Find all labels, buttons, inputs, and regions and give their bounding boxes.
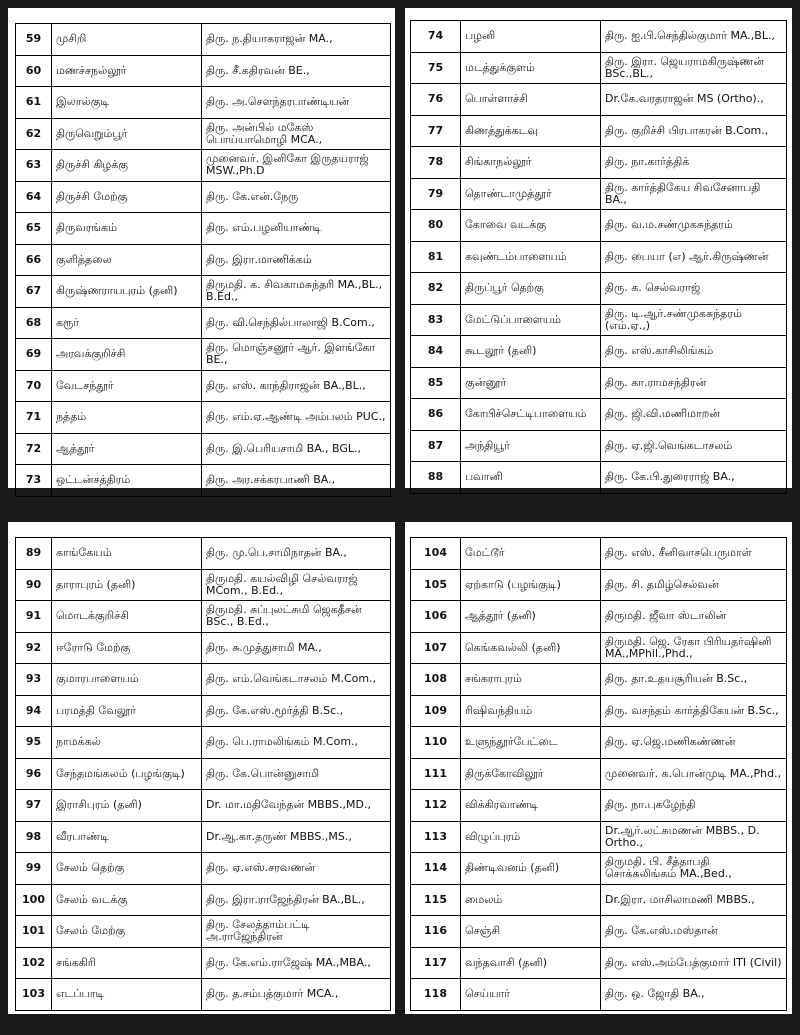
constituency-name: குன்னூர் <box>461 367 601 399</box>
candidate-name: திரு. ஐ.பி.செந்தில்குமார் MA.,BL., <box>601 21 787 53</box>
row-number: 108 <box>411 664 461 696</box>
table-row <box>411 569 787 601</box>
candidate-name: திரு. ந.தியாகராஜன் MA., <box>202 24 391 56</box>
row-number: 100 <box>16 884 52 916</box>
table-row <box>16 884 391 916</box>
constituency-name: உளுந்தூர்பேட்டை <box>461 727 601 759</box>
constituency-name: ஏற்காடு (பழங்குடி) <box>461 569 601 601</box>
table-row <box>16 790 391 822</box>
constituency-name: வேடசந்தூர் <box>52 370 202 402</box>
row-number: 106 <box>411 601 461 633</box>
candidate-panel-3 <box>8 522 395 1014</box>
table-row <box>16 538 391 570</box>
candidate-name: திருமதி. கயல்விழி செல்வராஜ் MCom., B.Ed., <box>202 569 391 601</box>
constituency-name: கரூர் <box>52 307 202 339</box>
table-row <box>411 84 787 116</box>
table-row <box>16 339 391 371</box>
table-row <box>411 601 787 633</box>
table-row <box>411 916 787 948</box>
candidate-name: திருமதி. ஜீவா ஸ்டாலின் <box>601 601 787 633</box>
table-row <box>16 433 391 465</box>
table-row <box>16 181 391 213</box>
constituency-name: எடப்பாடி <box>52 979 202 1011</box>
candidate-name: திரு. சு.முத்துசாமி MA., <box>202 632 391 664</box>
table-row <box>411 821 787 853</box>
constituency-name: அரவக்குறிச்சி <box>52 339 202 371</box>
row-number: 113 <box>411 821 461 853</box>
row-number: 102 <box>16 947 52 979</box>
table-row <box>16 569 391 601</box>
table-row <box>411 884 787 916</box>
table-row <box>411 336 787 368</box>
row-number: 81 <box>411 241 461 273</box>
candidate-name: திருமதி. ஜெ. ரேகா பிரியதர்ஷினி MA.,MPhil.,Phd., <box>601 632 787 664</box>
constituency-name: சங்கராபுரம் <box>461 664 601 696</box>
table-row <box>16 370 391 402</box>
candidate-name: திரு. கே.எஸ்.மஸ்தான் <box>601 916 787 948</box>
table-row <box>411 538 787 570</box>
table-row <box>16 213 391 245</box>
candidate-name: திரு. எஸ்.காசிலிங்கம் <box>601 336 787 368</box>
table-row <box>411 115 787 147</box>
candidate-name: திரு. தா.உதயசூரியன் B.Sc., <box>601 664 787 696</box>
constituency-name: மேட்டூர் <box>461 538 601 570</box>
candidate-name: திரு. வ.ம.சண்முகசுந்தரம் <box>601 210 787 242</box>
row-number: 60 <box>16 55 52 87</box>
candidate-name: திரு. இரா.மாணிக்கம் <box>202 244 391 276</box>
constituency-name: சங்ககிரி <box>52 947 202 979</box>
row-number: 107 <box>411 632 461 664</box>
row-number: 116 <box>411 916 461 948</box>
table-row <box>411 758 787 790</box>
candidate-name: Dr.ஆர்.லட்சுமணன் MBBS., D. Ortho., <box>601 821 787 853</box>
constituency-name: முசிறி <box>52 24 202 56</box>
table-row <box>411 727 787 759</box>
candidate-name: திரு. ஏ.ஜி.வெங்கடாசலம் <box>601 430 787 462</box>
row-number: 86 <box>411 399 461 431</box>
constituency-name: செஞ்சி <box>461 916 601 948</box>
table-row <box>411 147 787 179</box>
row-number: 101 <box>16 916 52 948</box>
table-row <box>16 947 391 979</box>
table-row <box>16 150 391 182</box>
row-number: 80 <box>411 210 461 242</box>
constituency-name: திருக்கோவிலூர் <box>461 758 601 790</box>
constituency-name: திருப்பூர் தெற்கு <box>461 273 601 305</box>
candidate-name: திரு. எம்.பழனியாண்டி <box>202 213 391 245</box>
constituency-name: ஈரோடு மேற்கு <box>52 632 202 664</box>
table-row <box>16 244 391 276</box>
candidate-name: Dr.ஆ.கா.தருண் MBBS.,MS., <box>202 821 391 853</box>
row-number: 66 <box>16 244 52 276</box>
constituency-name: குளித்தலை <box>52 244 202 276</box>
row-number: 85 <box>411 367 461 399</box>
table-row <box>411 632 787 664</box>
constituency-name: நாமக்கல் <box>52 727 202 759</box>
table-body <box>16 538 391 1011</box>
row-number: 115 <box>411 884 461 916</box>
candidate-name: திரு. அர.சக்கரபாணி BA., <box>202 465 391 497</box>
candidate-table <box>410 537 787 1011</box>
row-number: 67 <box>16 276 52 308</box>
constituency-name: மேட்டுப்பாளையம் <box>461 304 601 336</box>
constituency-name: விக்கிரவாண்டி <box>461 790 601 822</box>
constituency-name: கெங்கவல்லி (தனி) <box>461 632 601 664</box>
table-row <box>411 241 787 273</box>
row-number: 84 <box>411 336 461 368</box>
candidate-name: திரு. அன்பில் மகேஸ் பொய்யாமொழி MCA., <box>202 118 391 150</box>
candidate-name: திருமதி. க. சிவகாமசுந்தரி MA.,BL., B.Ed., <box>202 276 391 308</box>
constituency-name: மைலம் <box>461 884 601 916</box>
candidate-name: திரு. எம்.வெங்கடாசலம் M.Com., <box>202 664 391 696</box>
constituency-name: கிருஷ்ணராயபுரம் (தனி) <box>52 276 202 308</box>
constituency-name: சேலம் வடக்கு <box>52 884 202 916</box>
constituency-name: சேந்தமங்கலம் (பழங்குடி) <box>52 758 202 790</box>
row-number: 95 <box>16 727 52 759</box>
row-number: 89 <box>16 538 52 570</box>
constituency-name: கவுண்டம்பாளையம் <box>461 241 601 273</box>
constituency-name: தொண்டாமுத்தூர் <box>461 178 601 210</box>
row-number: 103 <box>16 979 52 1011</box>
candidate-name: முனைவர். க.பொன்முடி MA.,Phd., <box>601 758 787 790</box>
row-number: 78 <box>411 147 461 179</box>
table-row <box>411 399 787 431</box>
row-number: 117 <box>411 947 461 979</box>
constituency-name: கோவை வடக்கு <box>461 210 601 242</box>
candidate-name: திரு. சீ.கதிரவன் BE., <box>202 55 391 87</box>
candidate-name: முனைவர். இனிகோ இருதயராஜ் MSW.,Ph.D <box>202 150 391 182</box>
row-number: 87 <box>411 430 461 462</box>
row-number: 112 <box>411 790 461 822</box>
row-number: 79 <box>411 178 461 210</box>
candidate-table <box>15 537 391 1011</box>
row-number: 97 <box>16 790 52 822</box>
candidate-panel-4 <box>405 522 792 1014</box>
candidate-table <box>410 20 787 494</box>
row-number: 59 <box>16 24 52 56</box>
candidate-name: திரு. குறிச்சி பிரபாகரன் B.Com., <box>601 115 787 147</box>
table-row <box>411 210 787 242</box>
table-row <box>16 24 391 56</box>
row-number: 75 <box>411 52 461 84</box>
constituency-name: திருச்சி மேற்கு <box>52 181 202 213</box>
table-row <box>16 853 391 885</box>
table-row <box>411 664 787 696</box>
row-number: 104 <box>411 538 461 570</box>
candidate-name: திரு. இரா.ராஜேந்திரன் BA.,BL., <box>202 884 391 916</box>
candidate-name: Dr. மா.மதிவேந்தன் MBBS.,MD., <box>202 790 391 822</box>
constituency-name: காங்கேயம் <box>52 538 202 570</box>
row-number: 92 <box>16 632 52 664</box>
constituency-name: பொள்ளாச்சி <box>461 84 601 116</box>
candidate-name: திரு. த.சம்பத்குமார் MCA., <box>202 979 391 1011</box>
candidate-name: திரு. சேலத்தாம்பட்டி அ.ராஜேந்திரன் <box>202 916 391 948</box>
candidate-name: திரு. பையா (எ) ஆர்.கிருஷ்ணன் <box>601 241 787 273</box>
row-number: 110 <box>411 727 461 759</box>
row-number: 93 <box>16 664 52 696</box>
candidate-name: திரு. வசந்தம் கார்த்திகேயன் B.Sc., <box>601 695 787 727</box>
candidate-name: திரு. எஸ். காந்திராஜன் BA.,BL., <box>202 370 391 402</box>
constituency-name: ஆத்தூர் (தனி) <box>461 601 601 633</box>
candidate-name: திரு. எஸ். சீனிவாசபெருமாள் <box>601 538 787 570</box>
row-number: 99 <box>16 853 52 885</box>
constituency-name: மடத்துக்குளம் <box>461 52 601 84</box>
constituency-name: மணச்சநல்லூர் <box>52 55 202 87</box>
constituency-name: வீரபாண்டி <box>52 821 202 853</box>
constituency-name: இராசிபுரம் (தனி) <box>52 790 202 822</box>
row-number: 90 <box>16 569 52 601</box>
row-number: 114 <box>411 853 461 885</box>
table-row <box>16 402 391 434</box>
row-number: 111 <box>411 758 461 790</box>
candidate-name: Dr.இரா. மாசிலாமணி MBBS., <box>601 884 787 916</box>
row-number: 91 <box>16 601 52 633</box>
row-number: 88 <box>411 462 461 494</box>
table-row <box>411 52 787 84</box>
table-row <box>411 304 787 336</box>
table-body <box>411 538 787 1011</box>
row-number: 96 <box>16 758 52 790</box>
table-row <box>411 790 787 822</box>
candidate-name: திரு. இ.பெரியசாமி BA., BGL., <box>202 433 391 465</box>
candidate-name: திரு. அ.சௌந்தரபாண்டியன் <box>202 87 391 119</box>
row-number: 65 <box>16 213 52 245</box>
constituency-name: விழுப்புரம் <box>461 821 601 853</box>
candidate-name: திரு. கா.ராமசந்திரன் <box>601 367 787 399</box>
candidate-name: திரு. சி. தமிழ்செல்வன் <box>601 569 787 601</box>
constituency-name: கிணத்துக்கடவு <box>461 115 601 147</box>
row-number: 64 <box>16 181 52 213</box>
table-row <box>411 695 787 727</box>
row-number: 77 <box>411 115 461 147</box>
table-row <box>411 979 787 1011</box>
row-number: 72 <box>16 433 52 465</box>
candidate-table <box>15 23 391 497</box>
candidate-name: திருமதி. பி. சீத்தாபதி சொக்கலிங்கம் MA.,Bed., <box>601 853 787 885</box>
constituency-name: திண்டிவனம் (தனி) <box>461 853 601 885</box>
row-number: 74 <box>411 21 461 53</box>
constituency-name: பரமத்தி வேலூர் <box>52 695 202 727</box>
row-number: 105 <box>411 569 461 601</box>
row-number: 94 <box>16 695 52 727</box>
constituency-name: தாராபுரம் (தனி) <box>52 569 202 601</box>
table-row <box>16 664 391 696</box>
table-row <box>16 601 391 633</box>
candidate-panel-1 <box>8 8 395 488</box>
table-row <box>411 462 787 494</box>
constituency-name: குமாரபாளையம் <box>52 664 202 696</box>
candidate-name: திரு. கார்த்திகேய சிவசேனாபதி BA., <box>601 178 787 210</box>
candidate-name: திரு. மு.பெ.சாமிநாதன் BA., <box>202 538 391 570</box>
row-number: 118 <box>411 979 461 1011</box>
table-row <box>16 979 391 1011</box>
constituency-name: திருவெறும்பூர் <box>52 118 202 150</box>
candidate-name: திரு. இரா. ஜெயராமகிருஷ்ணன் BSc.,BL., <box>601 52 787 84</box>
candidate-name: Dr.கே.வரதராஜன் MS (Ortho)., <box>601 84 787 116</box>
row-number: 82 <box>411 273 461 305</box>
constituency-name: வந்தவாசி (தனி) <box>461 947 601 979</box>
table-row <box>411 178 787 210</box>
candidate-name: திரு. கே.எம்.ராஜேஷ் MA.,MBA., <box>202 947 391 979</box>
row-number: 69 <box>16 339 52 371</box>
candidate-name: திரு. கே.பொன்னுசாமி <box>202 758 391 790</box>
candidate-name: திரு. க. செல்வராஜ் <box>601 273 787 305</box>
candidate-name: திரு. ஜி.வி.மணிமாறன் <box>601 399 787 431</box>
candidate-name: திரு. எம்.ஏ.ஆண்டி அம்பலம் PUC., <box>202 402 391 434</box>
row-number: 68 <box>16 307 52 339</box>
table-body <box>411 21 787 494</box>
table-row <box>411 430 787 462</box>
candidate-name: திரு. ஏ.எஸ்.சரவணன் <box>202 853 391 885</box>
row-number: 71 <box>16 402 52 434</box>
candidate-name: திரு. மொஞ்சனூர் ஆர். இளங்கோ BE., <box>202 339 391 371</box>
row-number: 61 <box>16 87 52 119</box>
candidate-name: திரு. கே.எஸ்.மூர்த்தி B.Sc., <box>202 695 391 727</box>
constituency-name: மொடக்குறிச்சி <box>52 601 202 633</box>
candidate-name: திரு. கே.என்.நேரு <box>202 181 391 213</box>
constituency-name: திருவரங்கம் <box>52 213 202 245</box>
row-number: 109 <box>411 695 461 727</box>
row-number: 98 <box>16 821 52 853</box>
constituency-name: திருச்சி கிழக்கு <box>52 150 202 182</box>
candidate-name: திரு. கே.பி.துரைராஜ் BA., <box>601 462 787 494</box>
table-row <box>411 853 787 885</box>
constituency-name: பழனி <box>461 21 601 53</box>
candidate-name: திரு. டி.ஆர்.சண்முகசுந்தரம் (எம்.ஏ.,) <box>601 304 787 336</box>
table-row <box>16 276 391 308</box>
table-row <box>411 947 787 979</box>
constituency-name: நத்தம் <box>52 402 202 434</box>
table-row <box>16 465 391 497</box>
row-number: 62 <box>16 118 52 150</box>
constituency-name: கூடலூர் (தனி) <box>461 336 601 368</box>
constituency-name: ஒட்டன்சத்திரம் <box>52 465 202 497</box>
candidate-name: திரு. நா.கார்த்திக் <box>601 147 787 179</box>
constituency-name: செய்யார் <box>461 979 601 1011</box>
table-row <box>16 87 391 119</box>
table-body <box>16 24 391 497</box>
constituency-name: சேலம் மேற்கு <box>52 916 202 948</box>
candidate-name: திருமதி. சுப்புலட்சுமி ஜெகதீசன் BSc., B.Ed., <box>202 601 391 633</box>
candidate-name: திரு. எஸ்.அம்பேத்குமார் ITI (Civil) <box>601 947 787 979</box>
table-row <box>16 632 391 664</box>
row-number: 83 <box>411 304 461 336</box>
row-number: 76 <box>411 84 461 116</box>
table-row <box>411 273 787 305</box>
constituency-name: சிங்காநல்லூர் <box>461 147 601 179</box>
row-number: 73 <box>16 465 52 497</box>
table-row <box>16 758 391 790</box>
constituency-name: ரிஷிவந்தியம் <box>461 695 601 727</box>
candidate-name: திரு. ஏ.ஜெ.மணிகண்ணன் <box>601 727 787 759</box>
constituency-name: கோபிச்செட்டிபாளையம் <box>461 399 601 431</box>
constituency-name: சேலம் தெற்கு <box>52 853 202 885</box>
table-row <box>411 21 787 53</box>
table-row <box>16 916 391 948</box>
table-row <box>16 821 391 853</box>
table-row <box>411 367 787 399</box>
candidate-name: திரு. வி.செந்தில்பாலாஜி B.Com., <box>202 307 391 339</box>
row-number: 63 <box>16 150 52 182</box>
table-row <box>16 55 391 87</box>
constituency-name: இலால்குடி <box>52 87 202 119</box>
candidate-name: திரு. பெ.ராமலிங்கம் M.Com., <box>202 727 391 759</box>
candidate-name: திரு. ஒ. ஜோதி BA., <box>601 979 787 1011</box>
table-row <box>16 118 391 150</box>
table-row <box>16 695 391 727</box>
table-row <box>16 727 391 759</box>
row-number: 70 <box>16 370 52 402</box>
candidate-name: திரு. நா.புகழேந்தி <box>601 790 787 822</box>
constituency-name: பவானி <box>461 462 601 494</box>
table-row <box>16 307 391 339</box>
candidate-panel-2 <box>405 8 792 488</box>
constituency-name: ஆத்தூர் <box>52 433 202 465</box>
constituency-name: அந்தியூர் <box>461 430 601 462</box>
